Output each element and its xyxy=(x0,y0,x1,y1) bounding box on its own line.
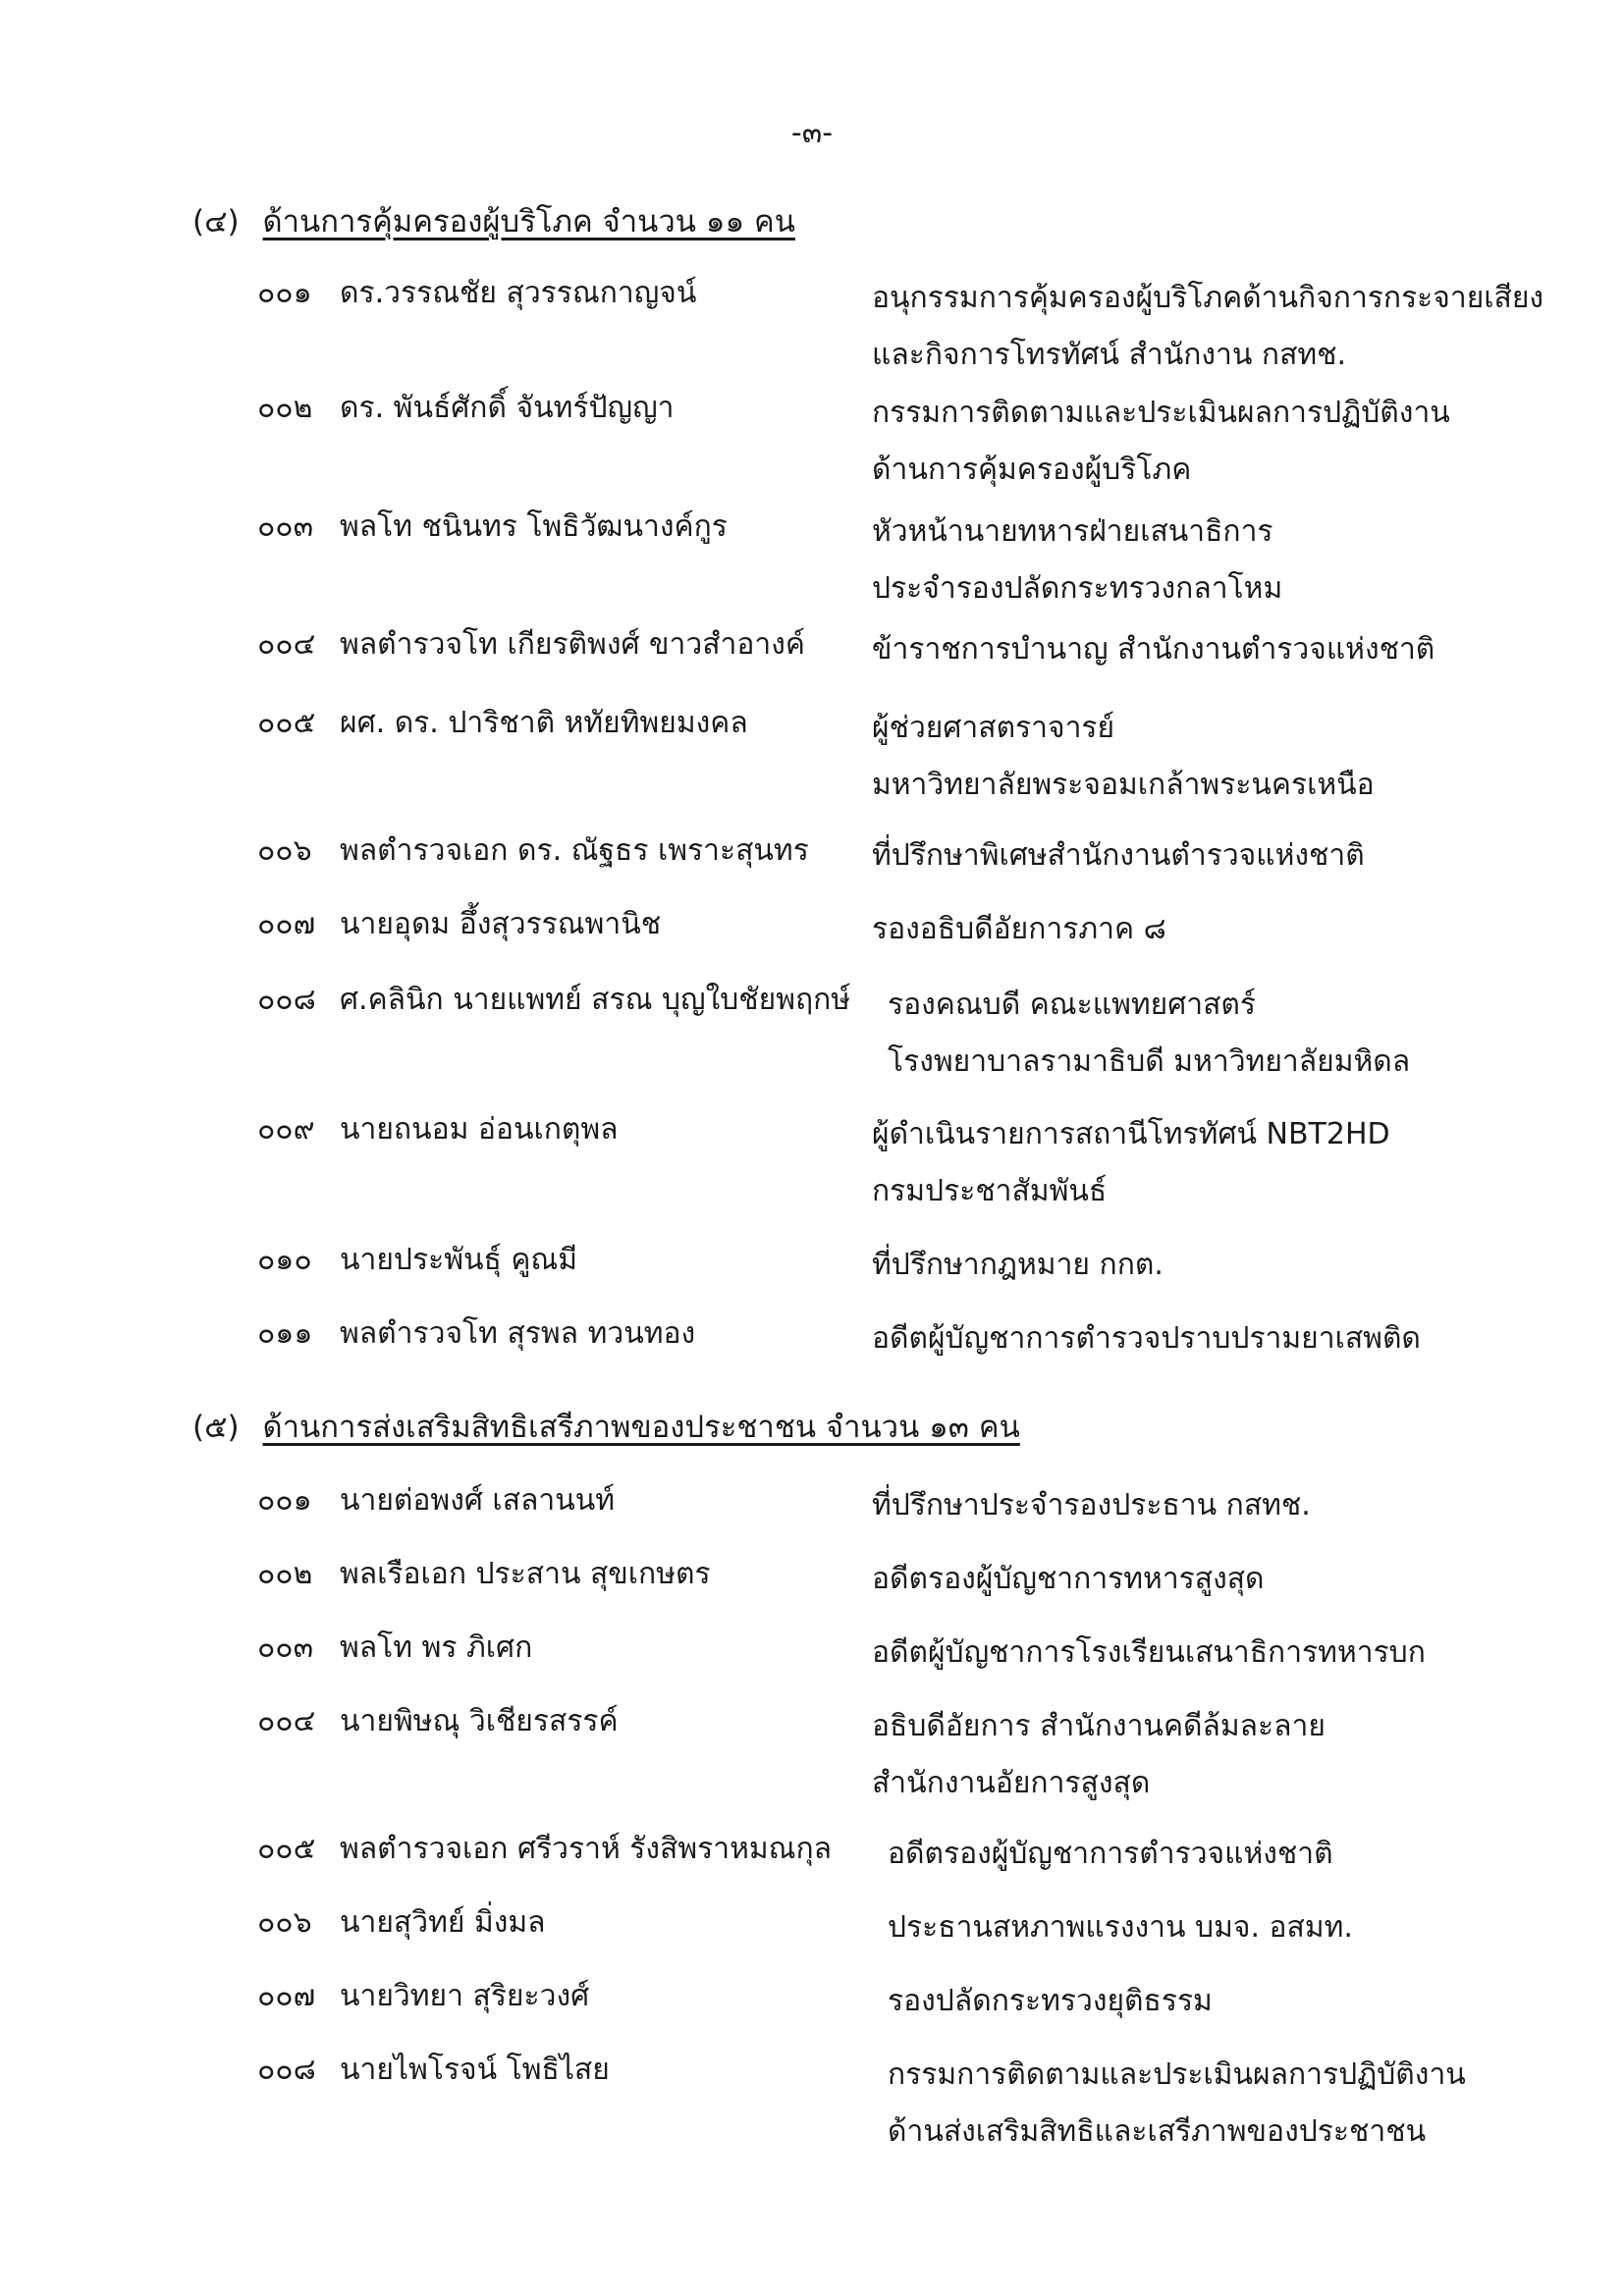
entry-position xyxy=(872,700,1559,814)
position-line: อดีตผู้บัญชาการตำรวจปราบปรามยาเสพติด xyxy=(872,1321,1421,1356)
entry-position xyxy=(888,2047,1575,2161)
entry-number: ๐๐๘ xyxy=(257,2053,316,2087)
entry-number: ๐๐๔ xyxy=(257,627,316,662)
entry-name: นายอุดม อึ้งสุวรรณพานิช xyxy=(340,907,662,941)
position-line: กรรมการติดตามและประเมินผลการปฏิบัติงาน xyxy=(872,396,1450,430)
entry-number: ๐๐๙ xyxy=(257,1112,315,1147)
entry-number: ๐๐๗ xyxy=(257,1979,316,2013)
position-line: ประธานสหภาพแรงงาน บมจ. อสมท. xyxy=(888,1910,1353,1945)
entry-position xyxy=(872,504,1559,617)
position-line: หัวหน้านายทหารฝ่ายเสนาธิการ xyxy=(872,514,1273,549)
position-line: ที่ปรึกษากฎหมาย กกต. xyxy=(872,1248,1164,1282)
entry-number: ๐๐๗ xyxy=(257,907,316,941)
entry-number: ๐๐๒ xyxy=(257,1557,313,1591)
entry-number: ๐๐๒ xyxy=(257,391,313,425)
entry-position xyxy=(888,1826,1575,1883)
entry-name: นายถนอม อ่อนเกตุพล xyxy=(340,1112,619,1147)
entry-position xyxy=(888,1973,1575,2030)
entry-position xyxy=(872,828,1559,884)
entry-name: ศ.คลินิก นายแพทย์ สรณ บุญใบชัยพฤกษ์ xyxy=(340,983,851,1017)
entry-name: พลเรือเอก ประสาน สุขเกษตร xyxy=(340,1557,711,1591)
position-line: ข้าราชการบำนาญ สำนักงานตำรวจแห่งชาติ xyxy=(872,632,1435,667)
entry-position xyxy=(872,270,1559,384)
position-line: รองคณบดี คณะแพทยศาสตร์ xyxy=(888,988,1257,1022)
position-line: ประจำรองปลัดกระทรวงกลาโหม xyxy=(872,571,1283,606)
entry-name: พลตำรวจเอก ศรีวราห์ รังสิพราหมณกุล xyxy=(340,1832,833,1866)
entry-name: พลตำรวจโท เกียรติพงศ์ ขาวสำอางค์ xyxy=(340,627,805,662)
entry-number: ๐๐๔ xyxy=(257,1704,316,1738)
position-line: ผู้ช่วยศาสตราจารย์ xyxy=(872,711,1115,745)
entry-number: ๐๐๑ xyxy=(257,276,312,310)
entry-number: ๐๐๕ xyxy=(257,1832,316,1866)
entry-name: นายไพโรจน์ โพธิไสย xyxy=(340,2053,610,2087)
position-line: อนุกรรมการคุ้มครองผู้บริโภคด้านกิจการกระจายเสียง xyxy=(872,281,1544,315)
entry-position xyxy=(872,1237,1559,1294)
entry-name: ดร.วรรณชัย สุวรรณกาญจน์ xyxy=(340,276,697,310)
entry-number: ๐๐๓ xyxy=(257,509,314,544)
section-marker: (๕) xyxy=(192,1410,240,1445)
entry-name: นายประพันธุ์ คูณมี xyxy=(340,1243,578,1277)
position-line: รองอธิบดีอัยการภาค ๘ xyxy=(872,912,1166,946)
position-line: ที่ปรึกษาพิเศษสำนักงานตำรวจแห่งชาติ xyxy=(872,838,1365,873)
entry-number: ๐๐๖ xyxy=(257,1905,312,1940)
position-line: อดีตผู้บัญชาการโรงเรียนเสนาธิการทหารบก xyxy=(872,1635,1426,1670)
section-heading xyxy=(192,196,795,245)
entry-number: ๐๐๕ xyxy=(257,706,316,740)
position-line: กรมประชาสัมพันธ์ xyxy=(872,1174,1108,1208)
entry-position xyxy=(872,901,1559,958)
entry-position xyxy=(872,385,1559,499)
position-line: โรงพยาบาลรามาธิบดี มหาวิทยาลัยมหิดล xyxy=(888,1044,1411,1079)
entry-name: นายต่อพงศ์ เสลานนท์ xyxy=(340,1483,616,1518)
entry-position xyxy=(872,621,1559,678)
position-line: มหาวิทยาลัยพระจอมเกล้าพระนครเหนือ xyxy=(872,768,1375,802)
section-marker: (๔) xyxy=(192,204,240,240)
entry-position xyxy=(872,1310,1559,1367)
entry-name: พลตำรวจเอก ดร. ณัฐธร เพราะสุนทร xyxy=(340,833,809,868)
entry-name: พลตำรวจโท สุรพล ทวนทอง xyxy=(340,1316,696,1351)
section-heading xyxy=(192,1402,1020,1451)
entry-name: นายพิษณุ วิเชียรสรรค์ xyxy=(340,1704,619,1738)
entry-position xyxy=(872,1551,1559,1608)
entry-name: นายวิทยา สุริยะวงศ์ xyxy=(340,1979,590,2013)
entry-position xyxy=(872,1625,1559,1682)
position-line: ด้านการคุ้มครองผู้บริโภค xyxy=(872,453,1192,487)
entry-number: ๐๐๖ xyxy=(257,833,312,868)
position-line: สำนักงานอัยการสูงสุด xyxy=(872,1766,1151,1800)
entry-name: ดร. พันธ์ศักดิ์ จันทร์ปัญญา xyxy=(340,391,675,425)
position-line: ที่ปรึกษาประจำรองประธาน กสทช. xyxy=(872,1488,1311,1522)
entry-name: พลโท พร ภิเศก xyxy=(340,1630,533,1665)
entry-number: ๐๐๓ xyxy=(257,1630,314,1665)
position-line: อธิบดีอัยการ สำนักงานคดีล้มละลาย xyxy=(872,1709,1326,1743)
position-line: ด้านส่งเสริมสิทธิและเสรีภาพของประชาชน xyxy=(888,2114,1427,2149)
entry-position xyxy=(888,977,1575,1091)
entry-number: ๐๐๑ xyxy=(257,1483,312,1518)
section-title: ด้านการคุ้มครองผู้บริโภค จำนวน ๑๑ คน xyxy=(262,204,795,240)
entry-number: ๐๑๐ xyxy=(257,1243,312,1277)
position-line: รองปลัดกระทรวงยุติธรรม xyxy=(888,1984,1213,2018)
entry-position xyxy=(888,1899,1575,1956)
entry-name: พลโท ชนินทร โพธิวัฒนางค์กูร xyxy=(340,509,728,544)
entry-position xyxy=(872,1477,1559,1534)
entry-number: ๐๐๘ xyxy=(257,983,316,1017)
page-number: -๓- xyxy=(790,116,834,150)
section-title: ด้านการส่งเสริมสิทธิเสรีภาพของประชาชน จำนวน ๑๓ คน xyxy=(262,1410,1020,1445)
entry-position xyxy=(872,1106,1559,1220)
entry-position xyxy=(872,1698,1559,1812)
entry-name: นายสุวิทย์ มิ่งมล xyxy=(340,1905,546,1940)
position-line: และกิจการโทรทัศน์ สำนักงาน กสทช. xyxy=(872,338,1347,372)
position-line: กรรมการติดตามและประเมินผลการปฏิบัติงาน xyxy=(888,2057,1466,2092)
entry-name: ผศ. ดร. ปาริชาติ หทัยทิพยมงคล xyxy=(340,706,748,740)
entry-number: ๐๑๑ xyxy=(257,1316,313,1351)
position-line: ผู้ดำเนินรายการสถานีโทรทัศน์ NBT2HD xyxy=(872,1117,1390,1151)
position-line: อดีตรองผู้บัญชาการทหารสูงสุด xyxy=(872,1562,1265,1596)
position-line: อดีตรองผู้บัญชาการตำรวจแห่งชาติ xyxy=(888,1837,1333,1871)
